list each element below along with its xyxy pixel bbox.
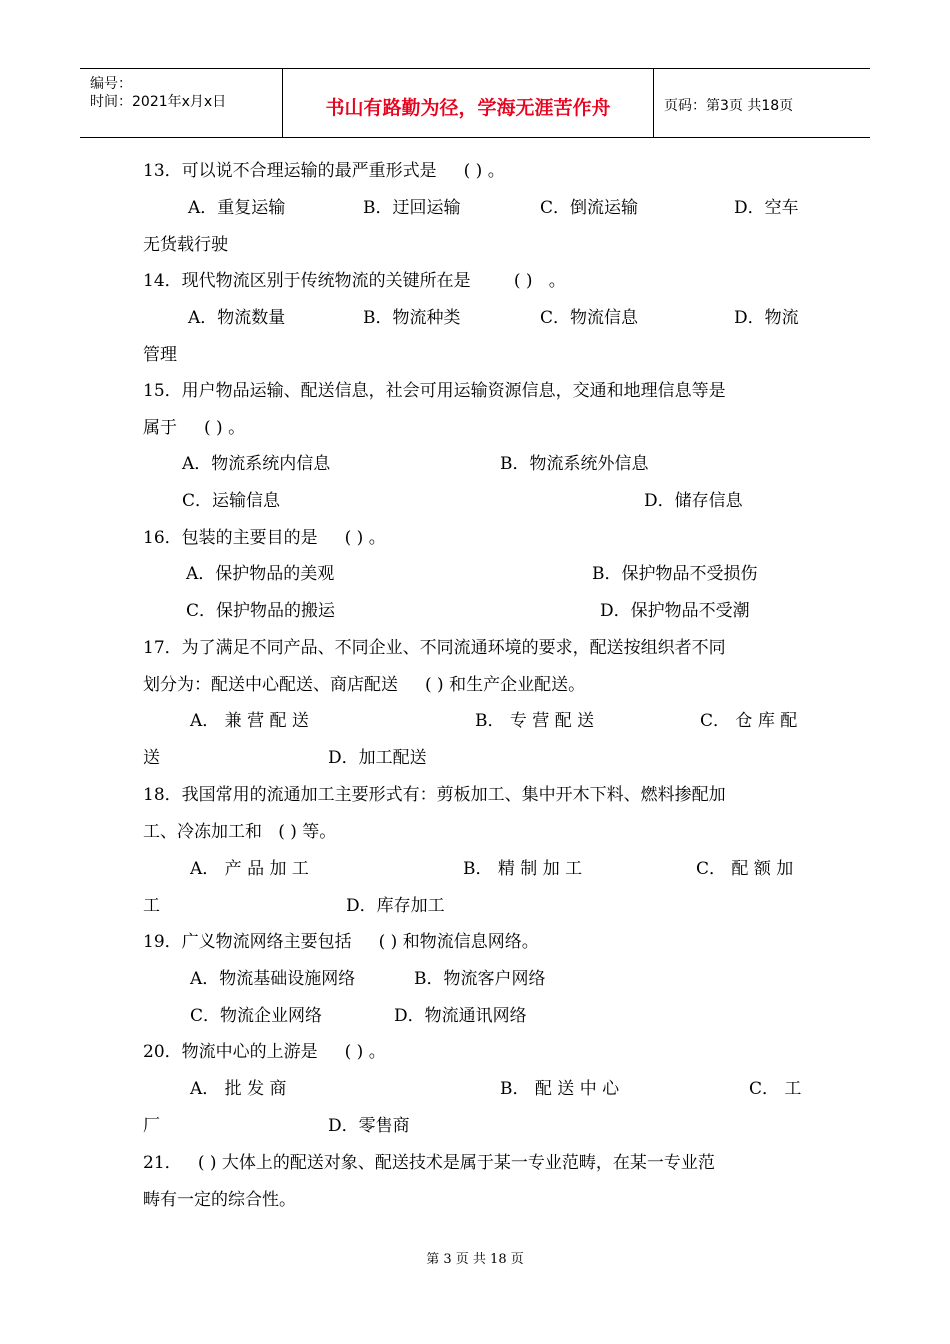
question-18-stem-line1: 18．我国常用的流通加工主要形式有：剪板加工、集中开木下料、燃料掺配加 [143,785,726,805]
question-21-stem-line2: 畴有一定的综合性。 [143,1190,296,1210]
q13-option-a: A．重复运输 [188,198,286,218]
header-motto-cell [283,69,654,137]
question-21-stem-line1: 21． ( ) 大体上的配送对象、配送技术是属于某一专业范畴，在某一专业范 [143,1153,715,1173]
q17-option-a: A． 兼 营 配 送 [190,711,309,731]
q20-option-c-cont: 厂 [143,1116,160,1136]
question-17-stem-line2: 划分为：配送中心配送、商店配送 ( ) 和生产企业配送。 [143,675,586,695]
q18-option-a: A． 产 品 加 工 [190,859,309,879]
q16-option-b: B．保护物品不受损伤 [592,564,758,584]
q15-option-b: B．物流系统外信息 [500,454,649,474]
header-page-cell [654,69,870,137]
q13-option-c: C．倒流运输 [540,198,639,218]
page-footer: 第 3 页 共 18 页 [426,1252,524,1267]
question-16-stem: 16．包装的主要目的是 ( ) 。 [143,528,386,548]
q20-option-d: D．零售商 [328,1116,410,1136]
question-18-stem-line2: 工、冷冻加工和 ( ) 等。 [143,822,337,842]
q16-option-d: D．保护物品不受潮 [600,601,750,621]
time-label: 时间：2021年x月x日 [90,94,227,110]
q13-option-b: B．迂回运输 [363,198,461,218]
q16-option-c: C．保护物品的搬运 [186,601,336,621]
page-header [80,68,870,138]
question-15-stem-line1: 15．用户物品运输、配送信息，社会可用运输资源信息，交通和地理信息等是 [143,381,726,401]
question-15-stem-line2: 属于 ( ) 。 [143,418,246,438]
question-20-stem: 20．物流中心的上游是 ( ) 。 [143,1042,386,1062]
q19-option-c: C．物流企业网络 [190,1006,323,1026]
q17-option-c: C． 仓 库 配 [700,711,798,731]
q19-option-b: B．物流客户网络 [414,969,546,989]
q18-option-c-cont: 工 [143,896,160,916]
motto: 书山有路勤为径，学海无涯苦作舟 [325,97,611,119]
q14-option-c: C．物流信息 [540,308,639,328]
q18-option-d: D．库存加工 [346,896,445,916]
q17-option-c-cont: 送 [143,748,160,768]
question-13-stem: 13．可以说不合理运输的最严重形式是 ( ) 。 [143,161,505,181]
q15-option-d: D．储存信息 [644,491,743,511]
q18-option-b: B． 精 制 加 工 [463,859,583,879]
q14-option-a: A．物流数量 [188,308,286,328]
q14-option-d: D．物流 [734,308,799,328]
q15-option-c: C．运输信息 [182,491,281,511]
q20-option-a: A． 批 发 商 [190,1079,287,1099]
q20-option-b: B． 配 送 中 心 [500,1079,620,1099]
q14-option-d-cont: 管理 [143,345,177,365]
q13-option-d: D．空车 [734,198,799,218]
q13-option-d-cont: 无货载行驶 [143,235,228,255]
q19-option-a: A．物流基础设施网络 [190,969,356,989]
q16-option-a: A．保护物品的美观 [186,564,335,584]
question-19-stem: 19．广义物流网络主要包括 ( ) 和物流信息网络。 [143,932,539,952]
question-17-stem-line1: 17．为了满足不同产品、不同企业、不同流通环境的要求，配送按组织者不同 [143,638,726,658]
header-meta-cell [80,69,283,137]
question-14-stem: 14．现代物流区别于传统物流的关键所在是 ( ) 。 [143,271,566,291]
q18-option-c: C． 配 额 加 [696,859,794,879]
q17-option-b: B． 专 营 配 送 [475,711,595,731]
serial-label: 编号： [90,76,132,92]
q17-option-d: D．加工配送 [328,748,427,768]
q20-option-c: C． 工 [749,1079,802,1099]
page-info: 页码：第3页 共18页 [664,98,794,114]
q14-option-b: B．物流种类 [363,308,461,328]
q15-option-a: A．物流系统内信息 [182,454,331,474]
q19-option-d: D．物流通讯网络 [394,1006,527,1026]
